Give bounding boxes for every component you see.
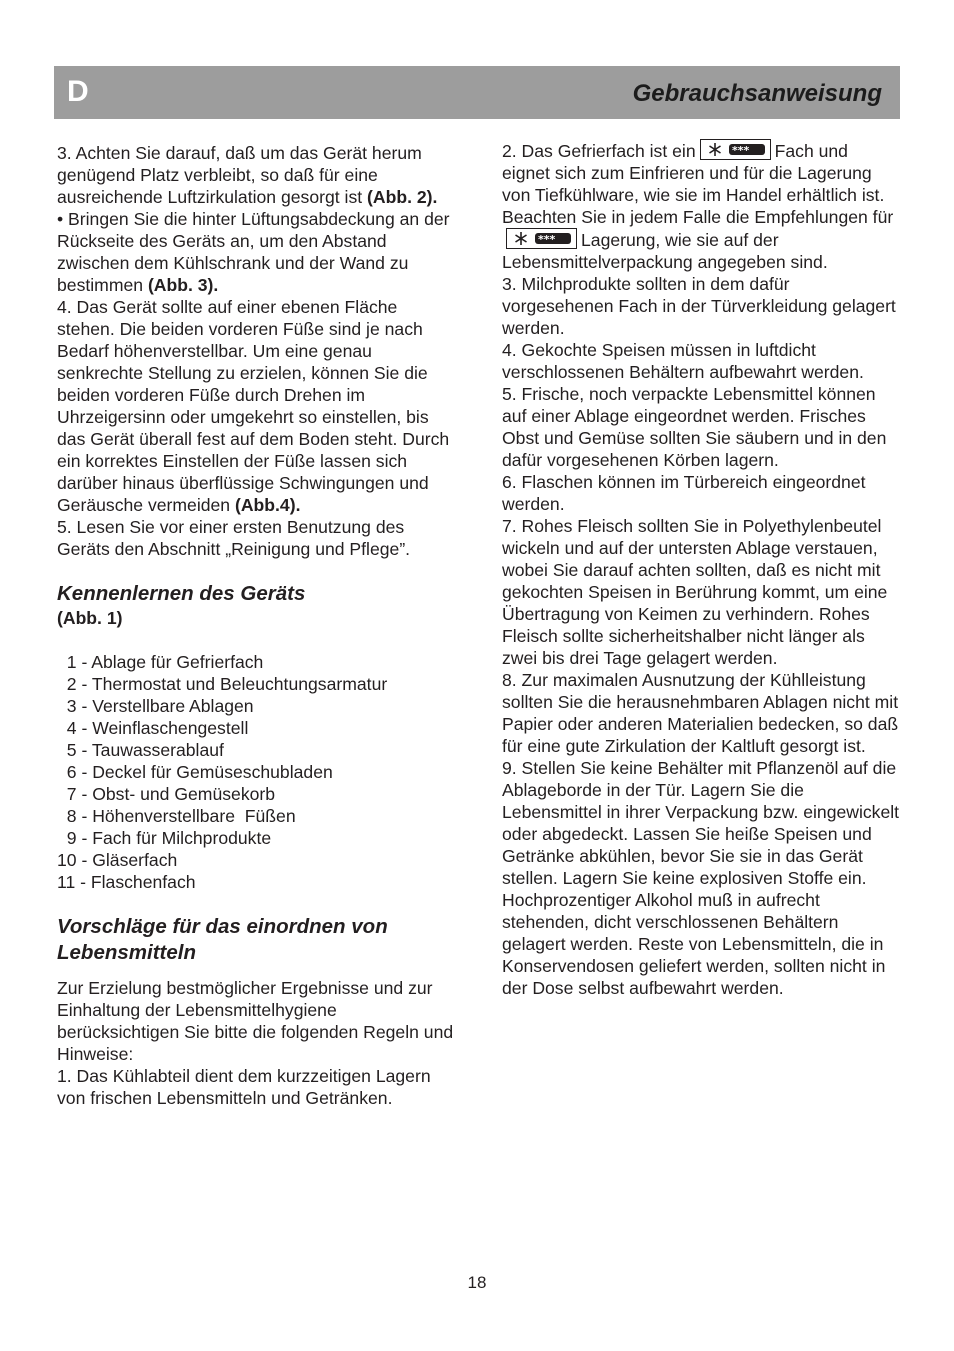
figure-ref: (Abb. 2). <box>367 187 438 207</box>
rule-9: 9. Stellen Sie keine Behälter mit Pflanzenöl auf die Ablageborde in der Tür. Lagern Sie die Lebensmittel in ihrer Verpackung bzw. eingewickelt oder abgedeckt. Lassen Sie heiße Speisen und Getränke abkühlen, bevor Sie sie in das Gerät stellen. Lagern Sie keine explosiven Stoffe ein. Hochprozentiger Alkohol muß in aufrecht stehenden, dicht verschlossenen Behältern gelagert werden. Reste von Lebensmitteln, die in Konservendosen geliefert werden, sollten nicht in der Dose selbst aufbewahrt werden. <box>502 758 900 998</box>
page-number: 18 <box>467 1273 487 1292</box>
parts-list-item: 3 - Verstellbare Ablagen <box>57 696 254 716</box>
parts-list-item: 9 - Fach für Milchprodukte <box>57 828 272 848</box>
parts-list <box>57 651 457 893</box>
parts-list-item: 7 - Obst- und Gemüsekorb <box>57 784 276 804</box>
rule-1: 1. Das Kühlabteil dient dem kurzzeitigen Lagern von frischen Lebensmitteln und Getränken. <box>57 1066 431 1108</box>
paragraph-4: 4. Das Gerät sollte auf einer ebenen Fläche stehen. Die beiden vorderen Füße sind je nach Bedarf höhenverstellbar. Um eine genau senkrechte Stellung zu erzielen, können Sie die beiden vorderen Füße durch Drehen im Uhrzeigersinn oder umgekehrt so einstellen, bis das Gerät überall fest auf dem Boden steht. Durch ein korrektes Einstellen der Füße lassen sich darüber hinaus überflüssige Schwingungen und Geräusche vermeiden (Abb.4). <box>57 297 450 515</box>
rule-4: 4. Gekochte Speisen müssen in luftdicht verschlossenen Behältern aufbewahrt werden. <box>502 340 864 382</box>
left-column <box>57 142 457 1109</box>
three-star-freezer-icon <box>700 139 771 160</box>
paragraph-5: 5. Lesen Sie vor einer ersten Benutzung des Geräts den Abschnitt „Reinigung und Pflege”. <box>57 517 411 559</box>
parts-list-item: 2 - Thermostat und Beleuchtungsarmatur <box>57 674 388 694</box>
right-column <box>502 139 900 999</box>
parts-list-item: 6 - Deckel für Gemüseschubladen <box>57 762 333 782</box>
rule-7: 7. Rohes Fleisch sollten Sie in Polyethylenbeutel wickeln und auf der untersten Ablage verstauen, wobei Sie darauf achten sollten, daß es nicht mit gekochten Speisen in Berührung kommt, um eine Übertragung von Keimen zu verhindern. Rohes Fleisch sollte sicherheitshalber nicht länger als zwei bis drei Tage gelagert werden. <box>502 516 888 668</box>
rule-5: 5. Frische, noch verpackte Lebensmittel können auf einer Ablage eingeordnet werden. Frisches Obst und Gemüse sollten Sie säubern und in den dafür vorgesehenen Körben lagern. <box>502 384 887 470</box>
paragraph-3b: • Bringen Sie die hinter Lüftungsabdeckung an der Rückseite des Geräts an, um den Abstand zwischen dem Kühlschrank und der Wand zu bestimmen (Abb. 3). <box>57 209 450 295</box>
svg-text:***: *** <box>731 144 749 157</box>
section-figure-ref: (Abb. 1) <box>57 608 123 628</box>
parts-list-item: 5 - Tauwasserablauf <box>57 740 224 760</box>
language-code: D <box>67 75 89 108</box>
intro-paragraph: Zur Erzielung bestmöglicher Ergebnisse und zur Einhaltung der Lebensmittelhygiene berücksichtigen Sie bitte die folgenden Regeln und Hinweise: <box>57 978 454 1064</box>
rule-8: 8. Zur maximalen Ausnutzung der Kühlleistung sollten Sie die herausnehmbaren Ablagen nicht mit Papier oder anderen Materialien bedecken, so daß für eine gute Zirkulation der Kaltluft gesorgt ist. <box>502 670 899 756</box>
parts-list-item: 11 - Flaschenfach <box>57 872 196 892</box>
three-star-freezer-icon <box>506 228 577 249</box>
rule-3: 3. Milchprodukte sollten in dem dafür vorgesehenen Fach in der Türverkleidung gelagert werden. <box>502 274 896 338</box>
figure-ref: (Abb.4). <box>234 495 301 515</box>
page-header <box>54 66 900 119</box>
rule-2: 2. Das Gefrierfach ist ein *** Fach und eignet sich zum Einfrieren und für die Lagerung von Tiefkühlware, wie sie im Handel erhältlich ist. Beachten Sie in jedem Falle die Empfehlungen für *** Lagerung, wie sie auf der Lebensmittelverpackung angegeben sind. <box>502 141 894 272</box>
section-heading-kennenlernen: Kennenlernen des Geräts <box>57 582 306 605</box>
parts-list-item: 10 - Gläserfach <box>57 850 178 870</box>
figure-ref: (Abb. 3). <box>147 275 219 295</box>
parts-list-item: 4 - Weinflaschengestell <box>57 718 249 738</box>
parts-list-item: 8 - Höhenverstellbare Füßen <box>57 806 296 826</box>
parts-list-item: 1 - Ablage für Gefrierfach <box>57 652 264 672</box>
svg-text:***: *** <box>538 233 556 246</box>
page-title: Gebrauchsanweisung <box>632 80 882 107</box>
paragraph-3: 3. Achten Sie darauf, daß um das Gerät herum genügend Platz verbleibt, so daß für eine ausreichende Luftzirkulation gesorgt ist (Abb. 2). <box>57 143 438 207</box>
rule-6: 6. Flaschen können im Türbereich eingeordnet werden. <box>502 472 866 514</box>
section-heading-vorschlaege: Vorschläge für das einordnen von Lebensmitteln <box>57 915 388 964</box>
